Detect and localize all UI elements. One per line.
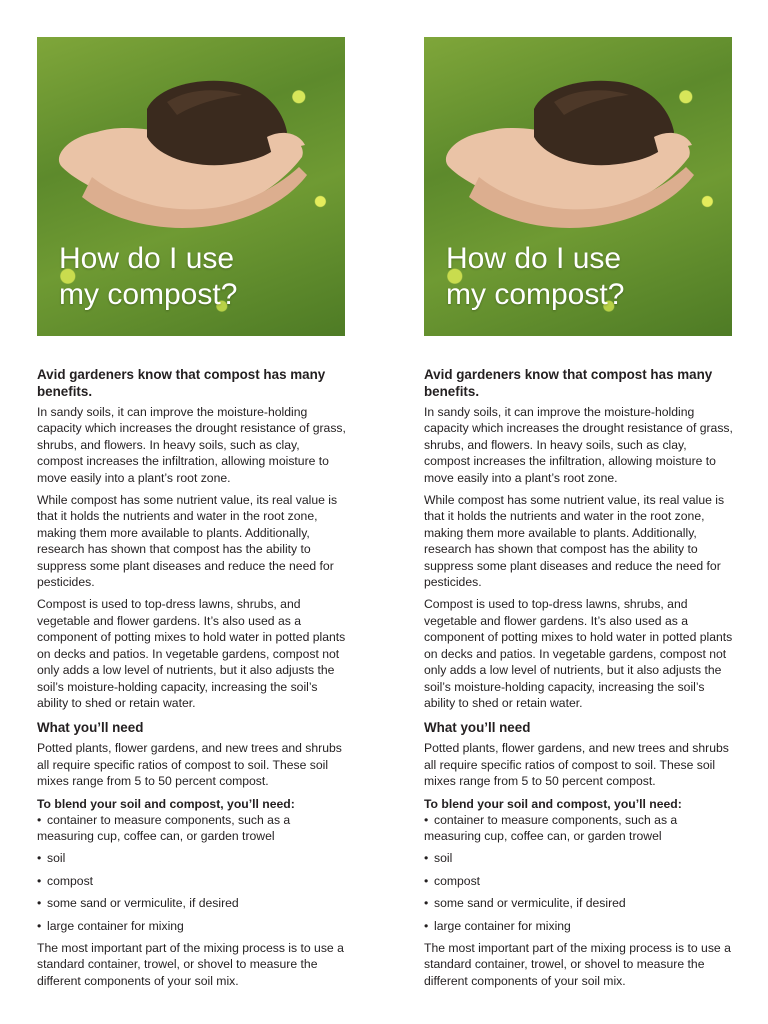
list-item: [37, 918, 347, 934]
paragraph-soils: In sandy soils, it can improve the moisture-holding capacity which increases the drought resistance of grass, shrubs, and flowers. In heavy soils, such as clay, compost increases the infiltration, allowing moisture to move easily into a plant’s root zone.: [37, 405, 346, 485]
bullet-icon: •: [37, 896, 42, 911]
list-item-text: large container for mixing: [434, 918, 571, 933]
article-body: [424, 336, 734, 989]
hero-title-line-1: How do I use: [59, 242, 235, 275]
bullet-icon: •: [424, 851, 429, 866]
paragraph-soils: In sandy soils, it can improve the moisture-holding capacity which increases the drought resistance of grass, shrubs, and flowers. In heavy soils, such as clay, compost increases the infiltration, allowing moisture to move easily into a plant’s root zone.: [424, 405, 733, 485]
list-item: [424, 918, 734, 934]
paragraph-uses: Compost is used to top-dress lawns, shrubs, and vegetable and flower gardens. It’s also used as a component of potting mixes to hold water in potted plants on decks and patios. In vegetable gardens, compost not only adds a low level of nutrients, but it also adjusts the soil’s moisture-holding capacity, increasing the soil’s ability to shed or retain water.: [37, 597, 346, 710]
bullet-icon: •: [37, 851, 42, 866]
article-body: [37, 336, 347, 989]
supplies-list: [424, 812, 734, 934]
closing-paragraph: The most important part of the mixing process is to use a standard container, trowel, or shovel to measure the different components of your soil mix.: [37, 940, 344, 988]
list-item-text: some sand or vermiculite, if desired: [434, 896, 626, 911]
list-item-text: container to measure components, such as a measuring cup, coffee can, or garden trowel: [37, 812, 291, 843]
list-item: [37, 873, 347, 889]
bullet-icon: •: [424, 812, 429, 827]
list-item-text: soil: [434, 851, 453, 866]
bullet-icon: •: [37, 873, 42, 888]
list-item-text: soil: [47, 851, 66, 866]
hero-title-line-2: my compost?: [59, 278, 238, 311]
need-heading: What you’ll need: [37, 720, 144, 736]
column-right: [424, 37, 734, 995]
bullet-icon: •: [424, 918, 429, 933]
blend-heading: To blend your soil and compost, you’ll need:: [424, 796, 682, 811]
bullet-icon: •: [424, 873, 429, 888]
paragraph-nutrients: While compost has some nutrient value, its real value is that it holds the nutrients and water in the root zone, making them more available to plants. Additionally, research has shown that compost has the ability to suppress some plant diseases and reduce the need for pesticides.: [424, 493, 725, 590]
need-heading: What you’ll need: [424, 720, 531, 736]
lead-heading: Avid gardeners know that compost has many benefits.: [424, 367, 713, 399]
list-item: [424, 873, 734, 889]
list-item: [37, 850, 347, 866]
list-item-text: compost: [434, 873, 481, 888]
list-item: [424, 895, 734, 911]
lead-heading: Avid gardeners know that compost has many benefits.: [37, 367, 326, 399]
need-paragraph: Potted plants, flower gardens, and new trees and shrubs all require specific ratios of compost to soil. These soil mixes range from 5 to 50 percent compost.: [37, 741, 342, 789]
hero-title: [59, 241, 339, 313]
supplies-list: [37, 812, 347, 934]
hero-image: [37, 37, 345, 336]
list-item: [37, 895, 347, 911]
column-left: [37, 37, 347, 995]
blend-heading: To blend your soil and compost, you’ll need:: [37, 796, 295, 811]
bullet-icon: •: [37, 918, 42, 933]
hero-title-line-2: my compost?: [446, 278, 625, 311]
bullet-icon: •: [424, 896, 429, 911]
paragraph-nutrients: While compost has some nutrient value, its real value is that it holds the nutrients and water in the root zone, making them more available to plants. Additionally, research has shown that compost has the ability to suppress some plant diseases and reduce the need for pesticides.: [37, 493, 338, 590]
list-item-text: compost: [47, 873, 94, 888]
closing-paragraph: The most important part of the mixing process is to use a standard container, trowel, or shovel to measure the different components of your soil mix.: [424, 940, 731, 988]
hero-title-line-1: How do I use: [446, 242, 622, 275]
list-item-text: container to measure components, such as a measuring cup, coffee can, or garden trowel: [424, 812, 678, 843]
list-item-text: large container for mixing: [47, 918, 184, 933]
hero-title: [446, 241, 726, 313]
paragraph-uses: Compost is used to top-dress lawns, shrubs, and vegetable and flower gardens. It’s also used as a component of potting mixes to hold water in potted plants on decks and patios. In vegetable gardens, compost not only adds a low level of nutrients, but it also adjusts the soil’s moisture-holding capacity, increasing the soil’s ability to shed or retain water.: [424, 597, 733, 710]
bullet-icon: •: [37, 812, 42, 827]
hero-image: [424, 37, 732, 336]
list-item: [424, 812, 734, 845]
list-item: [37, 812, 347, 845]
need-paragraph: Potted plants, flower gardens, and new trees and shrubs all require specific ratios of compost to soil. These soil mixes range from 5 to 50 percent compost.: [424, 741, 729, 789]
list-item-text: some sand or vermiculite, if desired: [47, 896, 239, 911]
list-item: [424, 850, 734, 866]
